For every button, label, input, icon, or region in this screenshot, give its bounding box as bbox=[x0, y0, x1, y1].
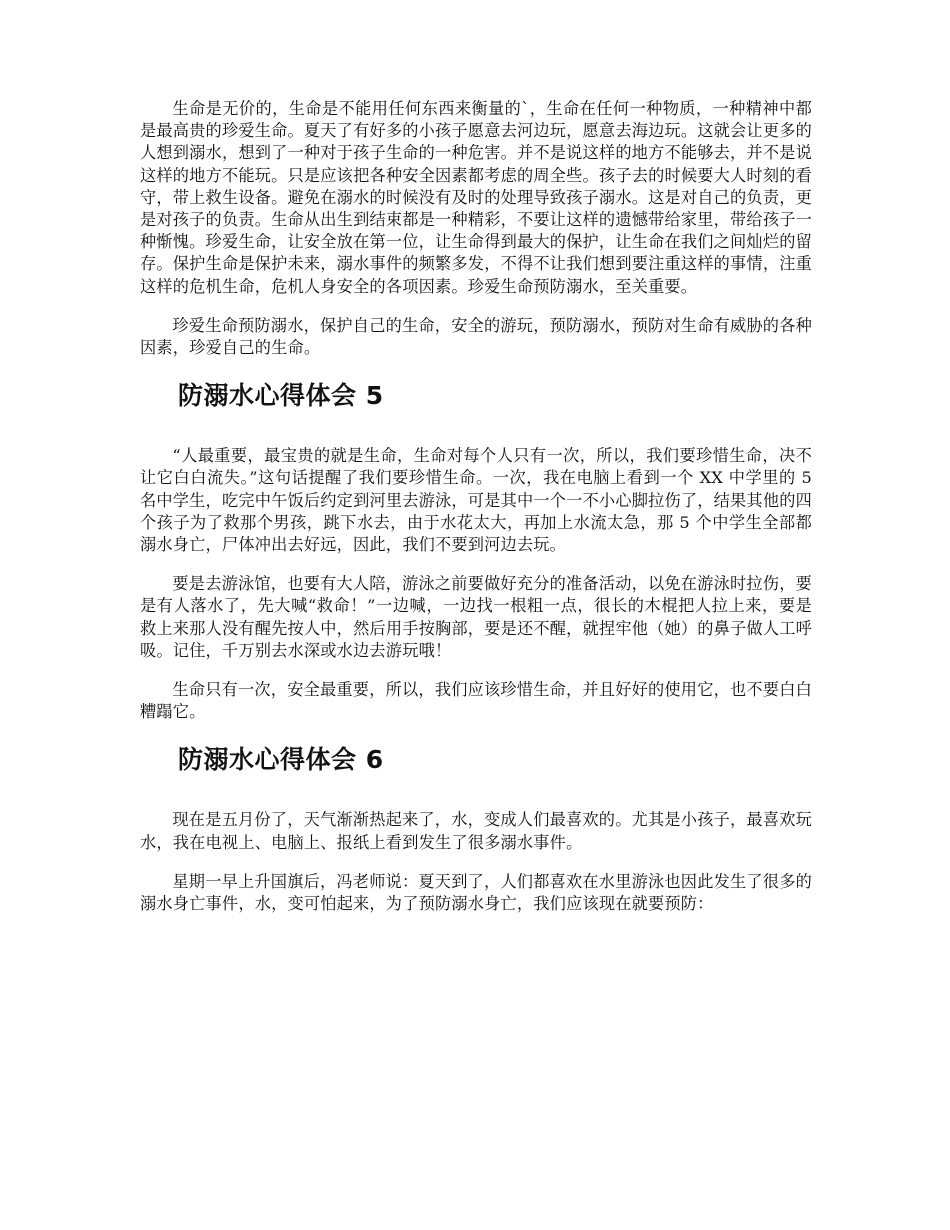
paragraph: 现在是五月份了，天气渐渐热起来了，水，变成人们最喜欢的。尤其是小孩子，最喜欢玩水，我在电视上、电脑上、报纸上看到发生了很多溺水事件。 bbox=[140, 810, 812, 852]
paragraph: 星期一早上升国旗后，冯老师说：夏天到了，人们都喜欢在水里游泳也因此发生了很多的溺水身亡事件，水，变可怕起来，为了预防溺水身亡，我们应该现在就要预防： bbox=[140, 871, 812, 914]
section-heading: 防溺水心得体会 5 bbox=[178, 381, 384, 411]
paragraph: 生命只有一次，安全最重要，所以，我们应该珍惜生命，并且好好的使用它，也不要白白糟蹋它。 bbox=[140, 680, 812, 722]
paragraph: 生命是无价的，生命是不能用任何东西来衡量的`，生命在任何一种物质，一种精神中都是最高贵的珍爱生命。夏天了有好多的小孩子愿意去河边玩，愿意去海边玩。这就会让更多的人想到溺水，想到了一种对于孩子生命的一种危害。并不是说这样的地方不能够去，并不是说这样的地方不能玩。只是应该把各种安全因素都考虑的周全些。孩子去的时候要大人时刻的看守，带上救生设备。避免在溺水的时候没有及时的处理导致孩子溺水。这是对自己的负责，更是对孩子的负责。生命从出生到结束都是一种精彩，不要让这样的遗憾带给家里，带给孩子一种惭愧。珍爱生命，让安全放在第一位，让生命得到最大的保护，让生命在我们之间灿烂的留存。保护生命是保护未来，溺水事件的频繁多发，不得不让我们想到要注重这样的事情，注重这样的危机生命，危机人身安全的各项因素。珍爱生命预防溺水，至关重要。 bbox=[140, 99, 812, 296]
section-heading: 防溺水心得体会 6 bbox=[178, 745, 384, 775]
document-page bbox=[140, 98, 812, 915]
paragraph: “人最重要，最宝贵的就是生命，生命对每个人只有一次，所以，我们要珍惜生命，决不让它白白流失。”这句话提醒了我们要珍惜生命。一次，我在电脑上看到一个 XX 中学里的 5 名中学生，吃完中午饭后约定到河里去游泳，可是其中一个一不小心脚拉伤了，结果其他的四个孩子为了救那个男孩，跳下水去，由于水花太大，再加上水流太急，那 5 个中学生全部都溺水身亡，尸体冲出去好远，因此，我们不要到河边去玩。 bbox=[140, 446, 812, 555]
paragraph: 珍爱生命预防溺水，保护自己的生命，安全的游玩，预防溺水，预防对生命有威胁的各种因素，珍爱自己的生命。 bbox=[140, 315, 812, 358]
paragraph: 要是去游泳馆，也要有大人陪，游泳之前要做好充分的准备活动，以免在游泳时拉伤，要是有人落水了，先大喊“救命！”一边喊，一边找一根粗一点，很长的木棍把人拉上来，要是救上来那人没有醒先按人中，然后用手按胸部，要是还不醒，就捏牢他（她）的鼻子做人工呼吸。记住，千万别去水深或水边去游玩哦！ bbox=[140, 574, 812, 660]
